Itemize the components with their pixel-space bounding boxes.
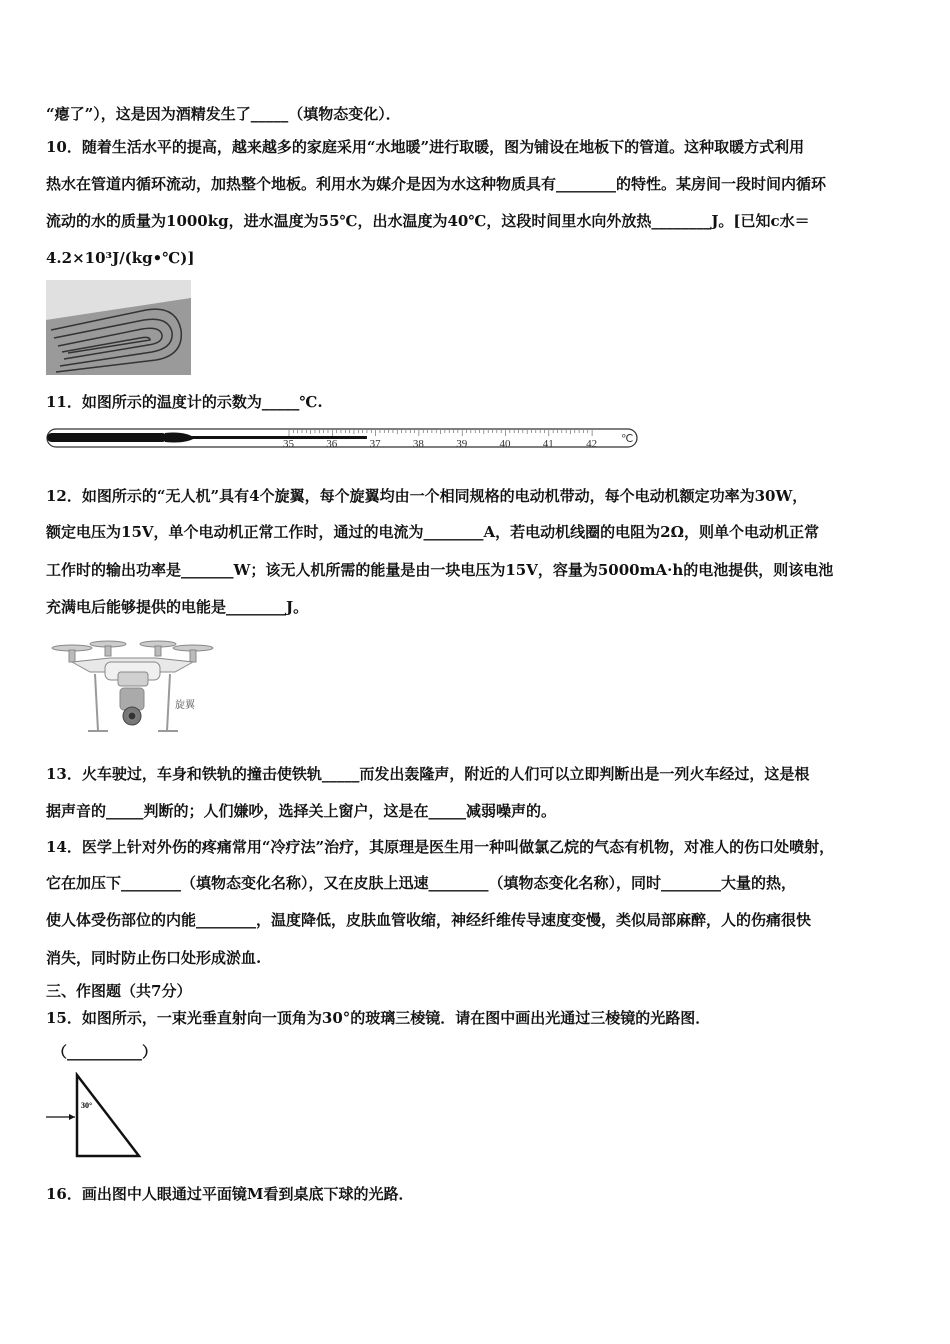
question-13-line-2: 据声音的_____判断的；人们嫌吵，选择关上窗户，这是在_____减弱噪声的。 (46, 802, 557, 820)
question-9-tail: “瘪了”），这是因为酒精发生了_____（填物态变化）． (46, 105, 401, 123)
thermometer-tick-label: 40 (499, 438, 511, 450)
section-heading-drawing: 三、作图题（共7分） (46, 982, 192, 1000)
triangle-prism (77, 1075, 139, 1156)
prism-angle-label: 30° (81, 1101, 93, 1110)
floor-heating-pipes-photo (46, 280, 191, 375)
thermometer-tick-label: 42 (586, 438, 598, 450)
question-10-line-3: 流动的水的质量为1000kg，进水温度为55℃，出水温度为40℃，这段时间里水向外放热________J。[已知c水＝ (46, 212, 810, 230)
unit-label: ℃ (621, 433, 634, 445)
question-12-line-1: 12．如图所示的“无人机”具有4个旋翼，每个旋翼均由一个相同规格的电动机带动，每个电动机额定功率为30W， (46, 487, 808, 505)
thermometer-tick-label: 36 (326, 438, 338, 450)
drone-figure (50, 636, 215, 741)
thermometer-tick-label: 35 (283, 438, 294, 450)
question-16: 16．画出图中人眼通过平面镜M看到桌底下球的光路． (46, 1185, 414, 1203)
prism-figure (44, 1072, 144, 1160)
question-12-line-3: 工作时的输出功率是_______W；该无人机所需的能量是由一块电压为15V，容量为5000mA·h的电池提供，则该电池 (46, 561, 834, 579)
question-14-line-2: 它在加压下________（填物态变化名称），又在皮肤上迅速________（填物态变化名称），同时________大量的热， (46, 874, 797, 892)
drone-rotor-label: 旋翼 (175, 700, 195, 711)
question-12-line-2: 额定电压为15V，单个电动机正常工作时，通过的电流为________A，若电动机线圈的电阻为2Ω，则单个电动机正常 (46, 523, 819, 541)
question-15-answer-blank: （__________） (52, 1043, 158, 1061)
mercury-column (190, 436, 367, 439)
question-14-line-3: 使人体受伤部位的内能________，温度降低，皮肤血管收缩，神经纤维传导速度变慢，类似局部麻醉，人的伤痛很快 (46, 911, 812, 929)
question-12-line-4: 充满电后能够提供的电能是________J。 (46, 598, 309, 616)
question-10-line-4: 4.2×10³J/(kg•℃)] (46, 249, 195, 267)
thermometer-figure (45, 425, 645, 453)
question-10-line-2: 热水在管道内循环流动，加热整个地板。利用水为媒介是因为水这种物质具有________的特性。某房间一段时间内循环 (46, 175, 827, 193)
question-14-line-4: 消失，同时防止伤口处形成淤血. (46, 949, 262, 967)
thermometer-tick-label: 39 (456, 438, 468, 450)
question-10-line-1: 10．随着生活水平的提高，越来越多的家庭采用“水地暖”进行取暖，图为铺设在地板下的管道。这种取暖方式利用 (46, 138, 805, 156)
question-15: 15．如图所示，一束光垂直射向一顶角为30°的玻璃三棱镜．请在图中画出光通过三棱镜的光路图． (46, 1009, 711, 1027)
arrow-head-icon (69, 1114, 75, 1120)
question-14-line-1: 14．医学上针对外伤的疼痛常用“冷疗法”治疗，其原理是医生用一种叫做氯乙烷的气态有机物，对准人的伤口处喷射， (46, 838, 835, 856)
question-11: 11．如图所示的温度计的示数为_____℃. (46, 393, 323, 411)
question-13-line-1: 13．火车驶过，车身和铁轨的撞击使铁轨_____而发出轰隆声，附近的人们可以立即判断出是一列火车经过，这是根 (46, 765, 810, 783)
thermometer-tick-label: 38 (412, 438, 424, 450)
thermometer-tick-label: 41 (542, 438, 554, 450)
thermometer-bulb (47, 433, 167, 442)
thermometer-tick-label: 37 (369, 438, 381, 450)
